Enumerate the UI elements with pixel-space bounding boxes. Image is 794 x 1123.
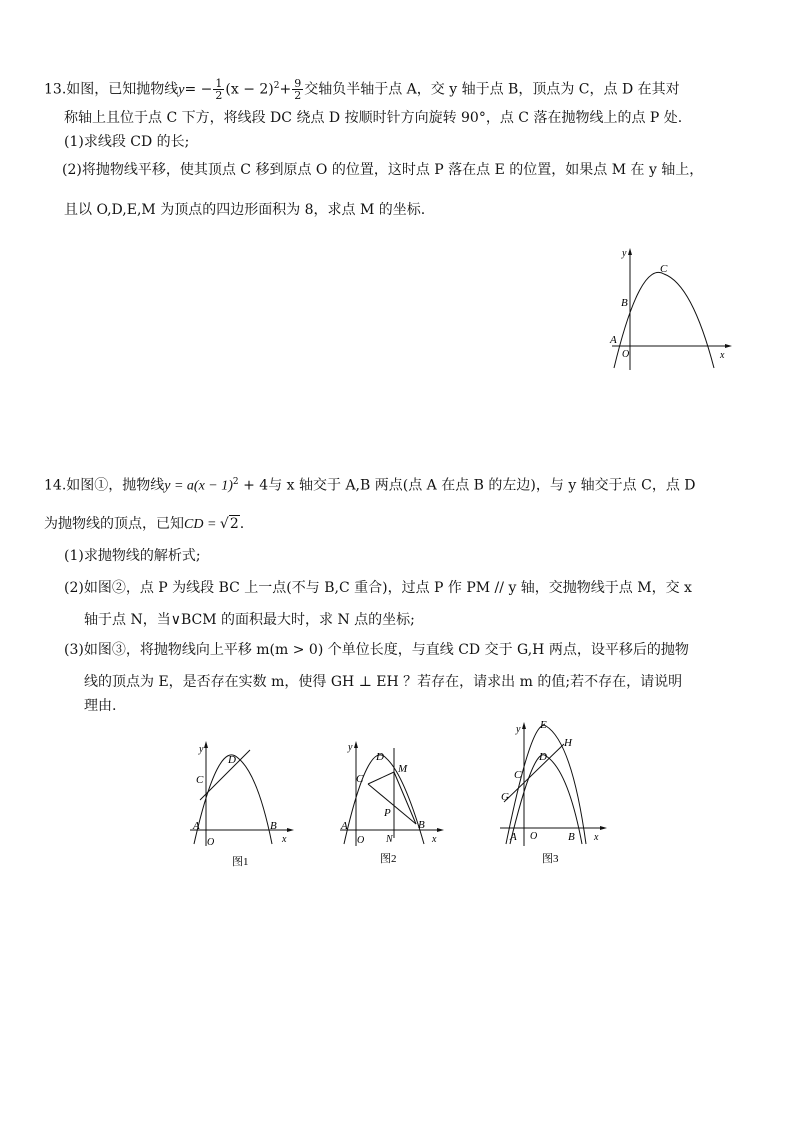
fig1-label-o: O — [207, 837, 215, 848]
p13-eq-y: y — [178, 82, 185, 98]
p13-fig-label-x: x — [720, 350, 725, 361]
fig3-label-h: H — [564, 737, 572, 749]
fig3-label-c: C — [514, 769, 522, 781]
fig1-label-c: C — [196, 774, 204, 786]
p13-frac-nine-half: $\frac{9}{2}$ — [294, 77, 302, 103]
p13-frac-half: $\frac{1}{2}$ — [215, 77, 223, 103]
p14-line-1 — [44, 472, 794, 497]
p13-fig-label-a: A — [610, 334, 617, 346]
p14-figure-1 — [186, 738, 296, 870]
p13-line-3: (1)求线段 CD 的长; — [64, 134, 190, 150]
fig3-label-e: E — [540, 719, 547, 731]
p13-line-2: 称轴上且位于点 C 下方，将线段 DC 绕点 D 按顺时针方向旋转 90°，点 C 落在抛物线上的点 P 处. — [64, 110, 683, 126]
p13-figure — [600, 240, 740, 372]
p13-fig-label-c: C — [660, 263, 668, 275]
fig2-label-d: D — [376, 751, 384, 763]
fig1-caption: 图1 — [232, 856, 249, 868]
p14-line-3: (1)求抛物线的解析式; — [64, 548, 201, 564]
p14-eq-post: + 4 — [238, 477, 269, 494]
p13-eq-mid: (x − 2) — [225, 81, 274, 98]
p13-eq-plus: + — [279, 81, 292, 98]
fig1-label-y: y — [199, 744, 204, 755]
p14-line-7: 线的顶点为 E，是否存在实数 m，使得 GH ⊥ EH ？若存在，请求出 m 的值;若不存在，请说明 — [84, 674, 683, 690]
p14-cd: CD = — [184, 517, 220, 532]
p13-fig-label-o: O — [622, 349, 630, 360]
fig2-label-b: B — [418, 819, 425, 831]
fig2-label-y: y — [348, 742, 353, 753]
fig3-label-y: y — [516, 724, 521, 735]
p13-l1-post: 交轴负半轴于点 A，交 y 轴于点 B，顶点为 C，点 D 在其对 — [304, 81, 680, 98]
p14-figure-3 — [496, 714, 608, 870]
fig3-label-o: O — [530, 831, 538, 842]
p13-eq-exp: 2 — [273, 81, 280, 91]
p14-eq-exp: 2 — [232, 477, 239, 487]
p14-line-8: 理由. — [84, 698, 117, 714]
fig2-label-o: O — [357, 835, 365, 846]
p13-fig-label-y: y — [622, 248, 627, 259]
p14-l1-post: 与 x 轴交于 A,B 两点(点 A 在点 B 的左边)，与 y 轴交于点 C，点 D — [268, 477, 696, 494]
p14-line-2: 为抛物线的顶点，已知CD = √2. — [44, 516, 245, 532]
p13-intro: 13.如图，已知抛物线 — [44, 81, 179, 98]
p14-line-5: 轴于点 N，当∨BCM 的面积最大时，求 N 点的坐标; — [84, 612, 415, 628]
fig3-caption: 图3 — [542, 853, 559, 865]
fig3-label-d: D — [539, 751, 547, 763]
fig3-label-a: A — [510, 831, 517, 843]
p14-line-4: (2)如图②，点 P 为线段 BC 上一点(不与 B,C 重合)，过点 P 作 PM // y 轴，交抛物线于点 M，交 x — [64, 580, 692, 596]
fig1-label-b: B — [270, 820, 277, 832]
p14-eq: y = a(x − 1) — [164, 478, 233, 494]
p13-eq-minus: = − — [184, 81, 213, 98]
fig2-label-n: N — [386, 834, 393, 845]
fig2-label-x: x — [432, 834, 437, 845]
fig2-label-p: P — [384, 807, 391, 819]
p13-line-4: (2)将抛物线平移，使其顶点 C 移到原点 O 的位置，这时点 P 落在点 E 的位置，如果点 M 在 y 轴上， — [62, 162, 704, 178]
p13-line-1 — [44, 76, 794, 101]
fig1-label-x: x — [282, 834, 287, 845]
fig3-label-x: x — [594, 832, 599, 843]
fig1-label-a: A — [193, 820, 200, 832]
p14-intro: 14.如图①，抛物线 — [44, 477, 165, 494]
p14-l2-pre: 为抛物线的顶点，已知 — [44, 516, 184, 532]
fig3-label-b: B — [568, 831, 575, 843]
p14-line-6: (3)如图③，将抛物线向上平移 m(m > 0) 个单位长度，与直线 CD 交于 G,H 两点，设平移后的抛物 — [64, 642, 689, 658]
fig2-caption: 图2 — [380, 853, 397, 865]
fig2-label-a: A — [341, 820, 348, 832]
p13-line-5: 且以 O,D,E,M 为顶点的四边形面积为 8，求点 M 的坐标. — [64, 202, 426, 218]
p14-figure-2 — [334, 738, 444, 870]
fig2-label-c: C — [356, 773, 364, 785]
p14-sqrt: √2 — [219, 516, 239, 532]
fig3-label-g: G — [501, 791, 509, 803]
fig2-label-m: M — [398, 763, 408, 775]
p13-fig-label-b: B — [621, 297, 628, 309]
fig1-label-d: D — [228, 754, 236, 766]
